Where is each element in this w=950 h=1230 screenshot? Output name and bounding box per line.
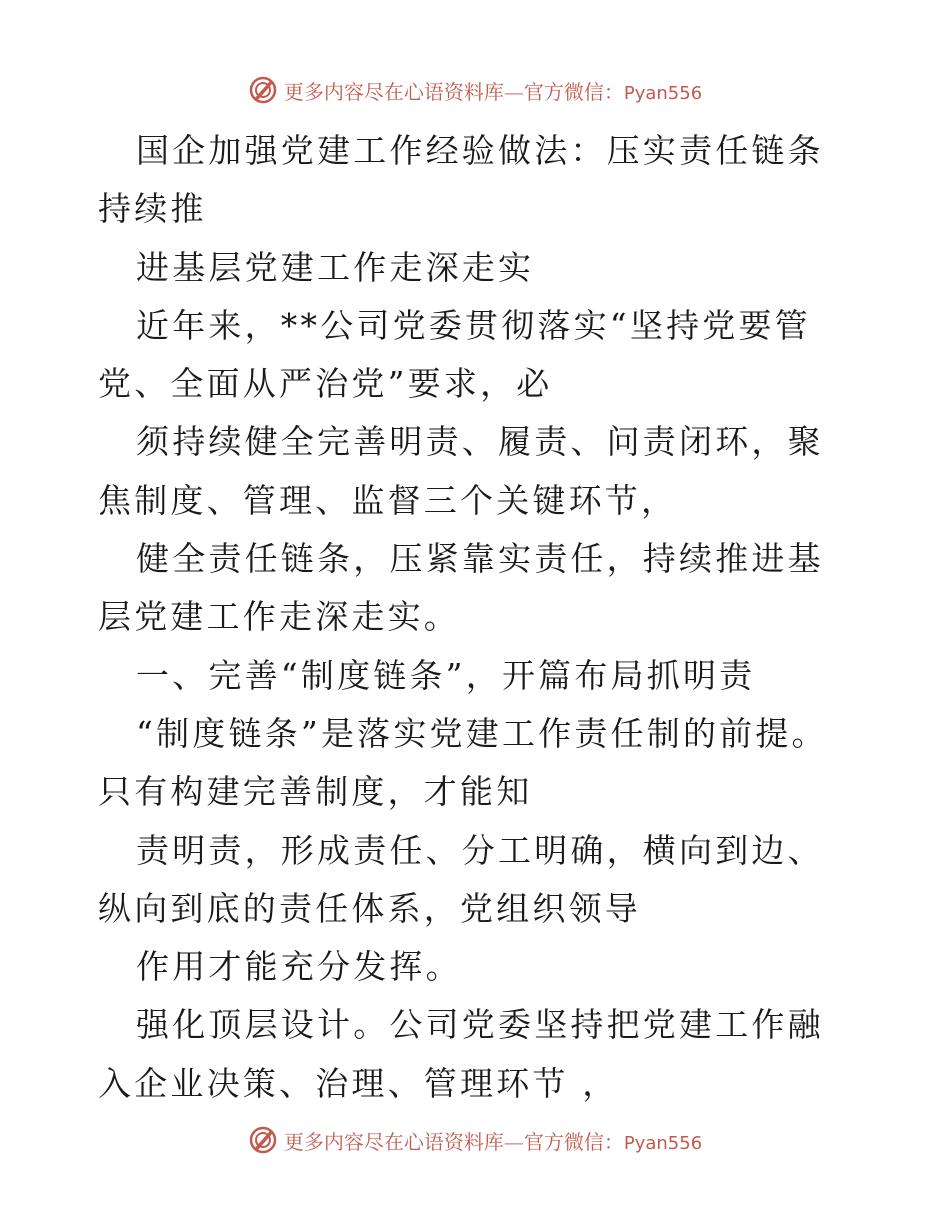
paragraph-section1-4: 强化顶层设计。公司党委坚持把党建工作融入企业决策、治理、管理环节 ， [98, 1005, 824, 1103]
watermark-header [0, 72, 950, 108]
watermark-dash: — [503, 1129, 524, 1154]
watermark-contact-id: Pyan556 [623, 1132, 703, 1154]
brand-logo-icon [248, 1125, 278, 1155]
paragraph-section1-3: 作用才能充分发挥。 [136, 947, 462, 987]
section-heading-1: 一、完善“制度链条”，开篇布局抓明责 [136, 655, 756, 695]
watermark-text [284, 76, 702, 105]
paragraph-title-line-1: 国企加强党建工作经验做法：压实责任链条 持续推 [98, 131, 838, 229]
watermark-contact-label: 官方微信： [523, 1129, 624, 1154]
paragraph-intro-3: 健全责任链条，压紧靠实责任，持续推进基层党建工作走深走实。 [98, 539, 824, 637]
paragraph-intro-2: 须持续健全完善明责、履责、问责闭环，聚焦制度、管理、监督三个关键环节， [98, 422, 824, 520]
brand-logo-icon [248, 75, 278, 105]
watermark-text [284, 1126, 702, 1155]
paragraph-title-line-2: 进基层党建工作走深走实 [136, 247, 535, 287]
paragraph-section1-2: 责明责，形成责任、分工明确，横向到边、纵向到底的责任体系，党组织领导 [98, 830, 824, 928]
document-body [98, 122, 858, 1113]
watermark-contact-id: Pyan556 [623, 82, 703, 104]
watermark-brand: 更多内容尽在心语资料库 [283, 1129, 504, 1154]
watermark-dash: — [503, 79, 524, 104]
watermark-footer [0, 1122, 950, 1158]
watermark-brand: 更多内容尽在心语资料库 [283, 79, 504, 104]
paragraph-intro-1: 近年来，**公司党委贯彻落实“坚持党要管党、全面从严治党”要求，必 [98, 305, 811, 404]
watermark-contact-label: 官方微信： [523, 79, 624, 104]
paragraph-section1-1: “制度链条”是落实党建工作责任制的前提。只有构建完善制度，才能知 [98, 713, 828, 812]
